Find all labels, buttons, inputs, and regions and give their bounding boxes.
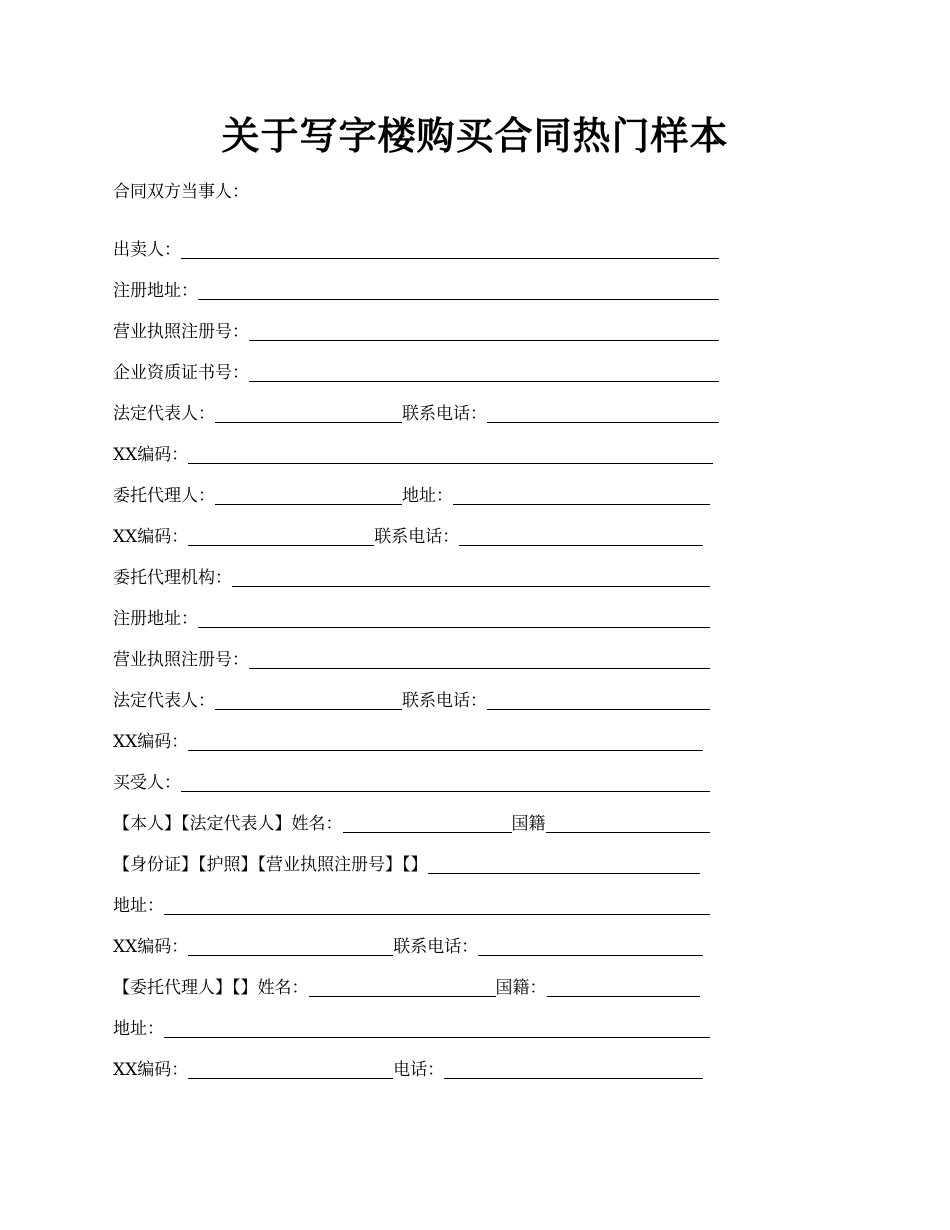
fill-in-blank[interactable] xyxy=(249,320,719,341)
fill-in-blank[interactable] xyxy=(546,812,711,833)
field-label: XX编码： xyxy=(113,937,189,957)
fill-in-blank[interactable] xyxy=(188,730,703,751)
form-row xyxy=(113,426,713,467)
field-label: XX编码： xyxy=(113,732,189,752)
field-label: XX编码： xyxy=(113,1060,189,1080)
field-label: 地址： xyxy=(113,1019,164,1039)
field-label: 电话： xyxy=(393,1060,445,1080)
fill-in-blank[interactable] xyxy=(215,402,402,423)
form-row xyxy=(113,631,710,672)
fill-in-blank[interactable] xyxy=(215,689,402,710)
parties-intro: 合同双方当事人： xyxy=(113,182,249,202)
form-row xyxy=(113,508,703,549)
fill-in-blank[interactable] xyxy=(164,1017,710,1038)
form-fields xyxy=(113,221,719,1082)
fill-in-blank[interactable] xyxy=(459,525,703,546)
field-label: 注册地址： xyxy=(113,609,198,629)
fill-in-blank[interactable] xyxy=(309,976,496,997)
field-label: XX编码： xyxy=(113,527,189,547)
field-label: 联系电话： xyxy=(374,527,460,547)
form-row xyxy=(113,836,700,877)
form-row xyxy=(113,795,710,836)
form-row xyxy=(113,672,710,713)
field-label: 出卖人： xyxy=(113,240,181,260)
field-label: 【身份证】【护照】【营业执照注册号】【】 xyxy=(113,855,428,875)
form-row xyxy=(113,877,710,918)
fill-in-blank[interactable] xyxy=(164,894,710,915)
form-row xyxy=(113,385,719,426)
form-row xyxy=(113,1000,710,1041)
field-label: 法定代表人： xyxy=(113,404,215,424)
form-row xyxy=(113,590,710,631)
fill-in-blank[interactable] xyxy=(232,566,710,587)
fill-in-blank[interactable] xyxy=(188,443,713,464)
field-label: 企业资质证书号： xyxy=(113,363,249,383)
fill-in-blank[interactable] xyxy=(188,525,374,546)
form-row xyxy=(113,303,719,344)
field-label: 法定代表人： xyxy=(113,691,215,711)
field-label: XX编码： xyxy=(113,445,189,465)
form-row xyxy=(113,959,700,1000)
fill-in-blank[interactable] xyxy=(547,976,701,997)
fill-in-blank[interactable] xyxy=(249,648,710,669)
fill-in-blank[interactable] xyxy=(188,1058,393,1079)
fill-in-blank[interactable] xyxy=(444,1058,703,1079)
field-label: 营业执照注册号： xyxy=(113,322,249,342)
field-label: 委托代理人： xyxy=(113,486,215,506)
fill-in-blank[interactable] xyxy=(453,484,710,505)
field-label: 国籍 xyxy=(511,814,546,834)
form-row xyxy=(113,754,710,795)
fill-in-blank[interactable] xyxy=(487,689,710,710)
fill-in-blank[interactable] xyxy=(215,484,402,505)
fill-in-blank[interactable] xyxy=(478,935,703,956)
fill-in-blank[interactable] xyxy=(181,238,719,259)
fill-in-blank[interactable] xyxy=(487,402,719,423)
fill-in-blank[interactable] xyxy=(198,607,710,628)
fill-in-blank[interactable] xyxy=(249,361,719,382)
form-row xyxy=(113,1041,703,1082)
fill-in-blank[interactable] xyxy=(181,771,710,792)
form-row xyxy=(113,344,719,385)
field-label: 联系电话： xyxy=(402,404,487,424)
field-label: 地址： xyxy=(402,486,453,506)
fill-in-blank[interactable] xyxy=(343,812,512,833)
form-row xyxy=(113,918,703,959)
field-label: 委托代理机构： xyxy=(113,568,232,588)
form-row xyxy=(113,467,710,508)
field-label: 【本人】【法定代表人】姓名： xyxy=(113,814,343,834)
fill-in-blank[interactable] xyxy=(428,853,701,874)
field-label: 注册地址： xyxy=(113,281,198,301)
form-row xyxy=(113,549,710,590)
form-row xyxy=(113,713,703,754)
field-label: 【委托代理人】【】姓名： xyxy=(113,978,309,998)
field-label: 国籍： xyxy=(495,978,547,998)
form-row xyxy=(113,262,719,303)
document-title: 关于写字楼购买合同热门样本 xyxy=(221,113,729,158)
field-label: 联系电话： xyxy=(402,691,487,711)
fill-in-blank[interactable] xyxy=(188,935,393,956)
fill-in-blank[interactable] xyxy=(198,279,719,300)
field-label: 地址： xyxy=(113,896,164,916)
form-row xyxy=(113,221,719,262)
field-label: 营业执照注册号： xyxy=(113,650,249,670)
field-label: 联系电话： xyxy=(393,937,479,957)
field-label: 买受人： xyxy=(113,773,181,793)
